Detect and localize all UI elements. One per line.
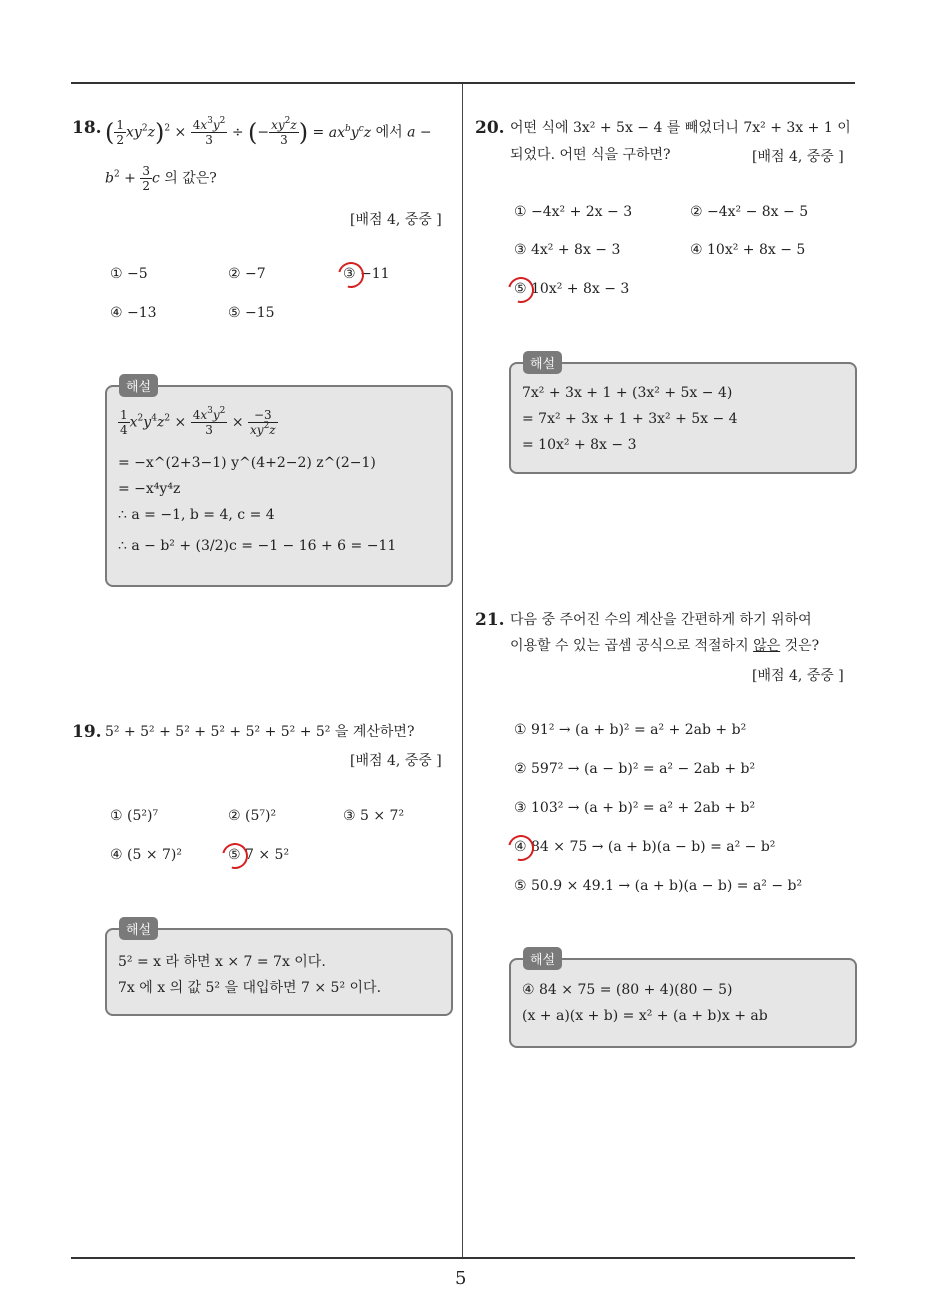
- option-4[interactable]: ④ −13: [110, 305, 157, 321]
- question-19-line1: 5² + 5² + 5² + 5² + 5² + 5² + 5² 을 계산하면?: [105, 724, 415, 740]
- solution-box: [105, 928, 453, 1016]
- question-number: 20.: [475, 118, 505, 138]
- question-18-line2: $b^2$ + $\frac{3}{2}$ c 의 값은?: [105, 164, 217, 193]
- score-meta: [배점 4, 중중 ]: [752, 149, 844, 165]
- option-1[interactable]: ① (5²)⁷: [110, 808, 159, 824]
- option-1[interactable]: ① −5: [110, 266, 148, 282]
- question-20-line2: 되었다. 어떤 식을 구하면?: [510, 147, 671, 163]
- option-4[interactable]: ④ 10x² + 8x − 5: [690, 242, 806, 258]
- option-5[interactable]: ⑤ 7 × 5²: [228, 847, 290, 863]
- question-20-line1: 어떤 식에 3x² + 5x − 4 를 빼었더니 7x² + 3x + 1 이: [510, 120, 851, 136]
- question-18-line1: ( $\frac{1}{2}$ $xy^2z)^2$ × $\frac{4x^3y^2}{3}$ ÷ (− $\frac{xy^2z}{3}$ ) = $ax^by^cz$ 에서 a −: [105, 116, 432, 147]
- solution-line-1: ④ 84 × 75 = (80 + 4)(80 − 5): [522, 982, 733, 998]
- solution-tag: 해설: [119, 374, 158, 397]
- answer-mark: [333, 257, 369, 293]
- question-21-line2: [510, 636, 819, 656]
- solution-line-1: 7x² + 3x + 1 + (3x² + 5x − 4): [522, 385, 733, 401]
- answer-mark: [217, 838, 253, 874]
- solution-tag: 해설: [119, 917, 158, 940]
- solution-tag: 해설: [523, 351, 562, 374]
- solution-line-2: = 7x² + 3x + 1 + 3x² + 5x − 4: [522, 411, 738, 427]
- column-divider: [462, 84, 463, 1258]
- question-21-line1: 다음 중 주어진 수의 계산을 간편하게 하기 위하여: [510, 612, 812, 628]
- option-3[interactable]: ③ 4x² + 8x − 3: [514, 242, 621, 258]
- solution-line-4: ∴ a = −1, b = 4, c = 4: [118, 507, 275, 523]
- bottom-rule: [71, 1257, 855, 1259]
- answer-mark: [503, 830, 539, 866]
- option-2[interactable]: ② (5⁷)²: [228, 808, 277, 824]
- option-4[interactable]: ④ (5 × 7)²: [110, 847, 182, 863]
- option-3[interactable]: ③ 103² → (a + b)² = a² + 2ab + b²: [514, 800, 756, 816]
- page-number: 5: [455, 1268, 467, 1289]
- top-rule: [71, 82, 855, 84]
- emphasis-underline: 않은: [753, 638, 781, 654]
- question-number: 21.: [475, 610, 505, 630]
- option-5[interactable]: ⑤ 50.9 × 49.1 → (a + b)(a − b) = a² − b²: [514, 878, 803, 894]
- option-3[interactable]: ③ −11: [343, 266, 390, 282]
- line2-part-b: 것은?: [780, 638, 820, 654]
- solution-line-1: 5² = x 라 하면 x × 7 = 7x 이다.: [118, 954, 326, 970]
- solution-line-3: = 10x² + 8x − 3: [522, 437, 637, 453]
- question-number: 19.: [72, 722, 102, 742]
- score-meta: [배점 4, 중중 ]: [752, 668, 844, 684]
- option-1[interactable]: ① −4x² + 2x − 3: [514, 204, 633, 220]
- solution-tag: 해설: [523, 947, 562, 970]
- solution-line-3: = −x⁴y⁴z: [118, 481, 181, 497]
- solution-line-2: 7x 에 x 의 값 5² 을 대입하면 7 × 5² 이다.: [118, 980, 382, 996]
- option-3[interactable]: ③ 5 × 7²: [343, 808, 405, 824]
- option-1[interactable]: ① 91² → (a + b)² = a² + 2ab + b²: [514, 722, 747, 738]
- solution-line-5: ∴ a − b² + (3/2)c = −1 − 16 + 6 = −11: [118, 538, 397, 554]
- score-meta: [배점 4, 중중 ]: [350, 212, 442, 228]
- option-5[interactable]: ⑤ 10x² + 8x − 3: [514, 281, 630, 297]
- option-5[interactable]: ⑤ −15: [228, 305, 275, 321]
- option-2[interactable]: ② −7: [228, 266, 266, 282]
- score-meta: [배점 4, 중중 ]: [350, 753, 442, 769]
- solution-line-2: (x + a)(x + b) = x² + (a + b)x + ab: [522, 1008, 768, 1024]
- question-number: 18.: [72, 118, 102, 138]
- solution-line-1: $\frac{1}{4}$ $x^2y^4z^2$ × $\frac{4x^3y^2}{3}$ × $\frac{-3}{xy^2z}$: [120, 406, 276, 437]
- option-2[interactable]: ② −4x² − 8x − 5: [690, 204, 809, 220]
- answer-mark: [503, 272, 539, 308]
- line2-part-a: 이용할 수 있는 곱셈 공식으로 적절하지: [510, 638, 754, 654]
- solution-box: [509, 958, 857, 1048]
- option-4[interactable]: ④ 84 × 75 → (a + b)(a − b) = a² − b²: [514, 839, 776, 855]
- solution-line-2: = −x^(2+3−1) y^(4+2−2) z^(2−1): [118, 455, 376, 471]
- option-2[interactable]: ② 597² → (a − b)² = a² − 2ab + b²: [514, 761, 756, 777]
